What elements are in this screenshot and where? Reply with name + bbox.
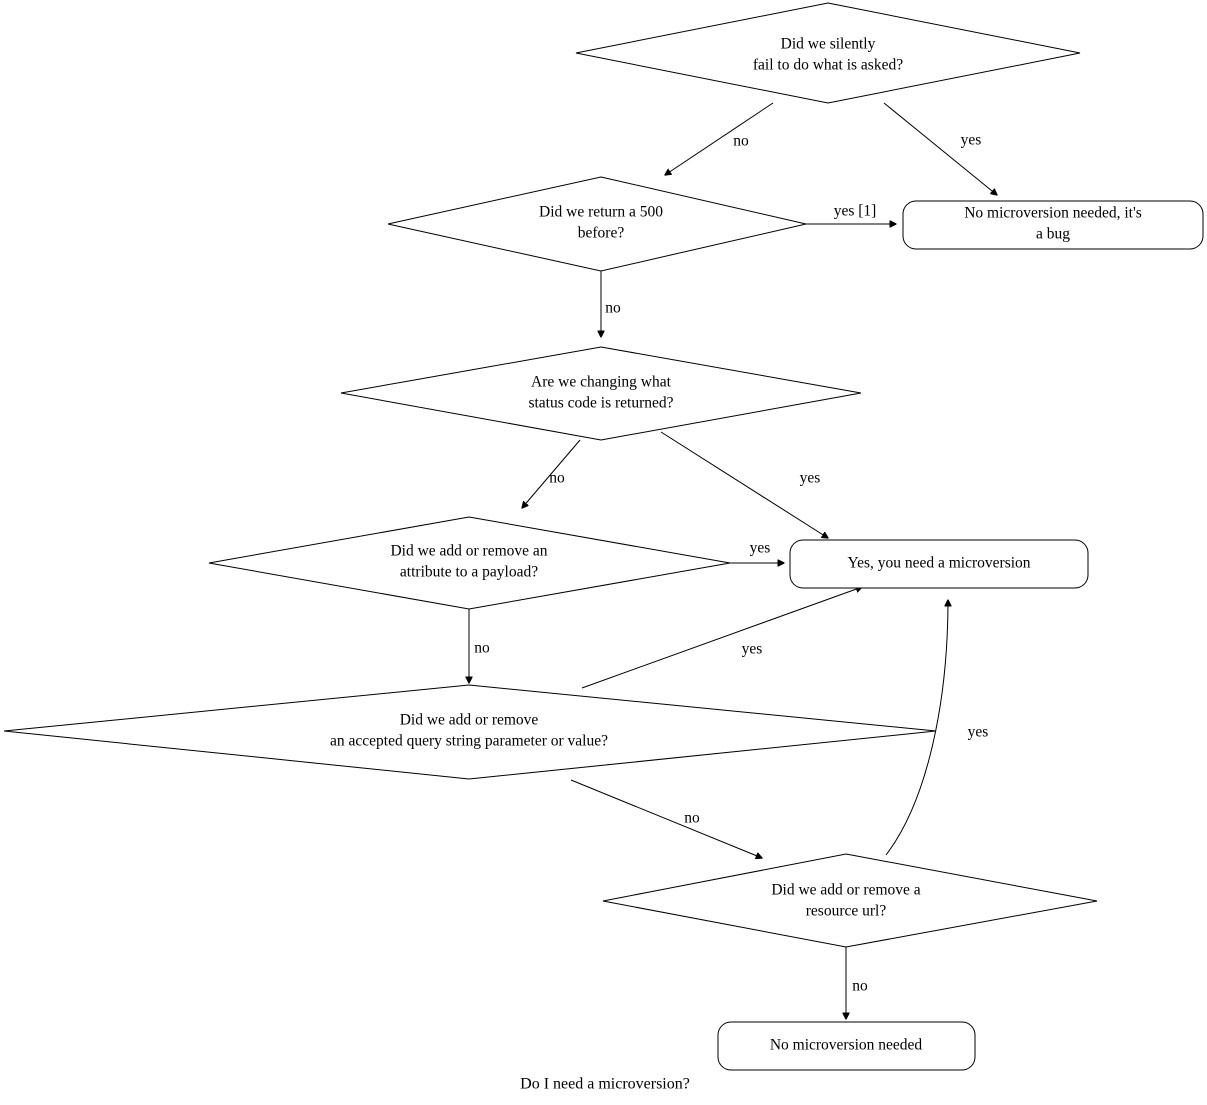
node-label-line: Did we add or remove an (390, 542, 548, 560)
edge-label: yes (960, 131, 982, 149)
node-label-line: Did we add or remove (399, 711, 539, 729)
node-label-line: resource url? (805, 902, 887, 920)
edge-return-500-to-status-code (601, 271, 621, 337)
node-label-line: Did we add or remove a (771, 881, 921, 899)
node-attribute[interactable] (209, 517, 730, 609)
edge-label: yes (749, 539, 771, 557)
edge-query-string-to-resource-url (571, 780, 762, 858)
edge-query-string-to-need-microversion (582, 587, 862, 688)
node-no-microversion[interactable] (718, 1022, 975, 1070)
node-label-line: No microversion needed (769, 1036, 923, 1054)
node-bug[interactable] (903, 201, 1203, 249)
diagram-caption: Do I need a microversion? (520, 1075, 690, 1093)
node-label-line: Did we return a 500 (539, 203, 663, 221)
edge-resource-url-to-no-microversion (846, 947, 868, 1019)
edge-silent-fail-to-return-500 (665, 103, 773, 175)
node-label-line: Yes, you need a microversion (847, 554, 1031, 572)
node-status-code[interactable] (341, 347, 861, 440)
node-label-line: No microversion needed, it's (964, 204, 1142, 222)
edge-label: no (684, 809, 700, 827)
edge-attribute-to-query-string (469, 609, 490, 683)
node-label-line: an accepted query string parameter or value? (330, 732, 608, 750)
edge-return-500-to-bug (806, 203, 896, 224)
node-silent-fail[interactable] (576, 3, 1080, 103)
node-return-500[interactable] (388, 177, 806, 271)
edge-label: yes (799, 469, 821, 487)
edge-silent-fail-to-bug (884, 103, 997, 195)
edge-label: yes (741, 640, 763, 658)
edge-label: yes [1] (833, 202, 877, 220)
edge-label: no (852, 977, 868, 995)
edge-label: no (605, 299, 621, 317)
edge-label: no (549, 469, 565, 487)
edge-label: yes (967, 723, 989, 741)
edge-status-code-to-need-microversion (661, 432, 828, 538)
node-label-line: status code is returned? (528, 394, 674, 412)
node-label-line: Did we silently (780, 35, 876, 53)
node-need-microversion[interactable] (790, 540, 1088, 588)
node-label-line: a bug (1035, 225, 1071, 243)
node-label-line: before? (577, 224, 625, 242)
edge-label: no (733, 132, 749, 150)
edge-status-code-to-attribute (522, 440, 580, 508)
node-label-line: attribute to a payload? (399, 563, 539, 581)
node-label-line: Are we changing what (531, 373, 671, 391)
edge-label: no (474, 639, 490, 657)
node-label-line: fail to do what is asked? (752, 56, 904, 74)
node-query-string[interactable] (4, 685, 936, 779)
node-resource-url[interactable] (603, 854, 1097, 947)
